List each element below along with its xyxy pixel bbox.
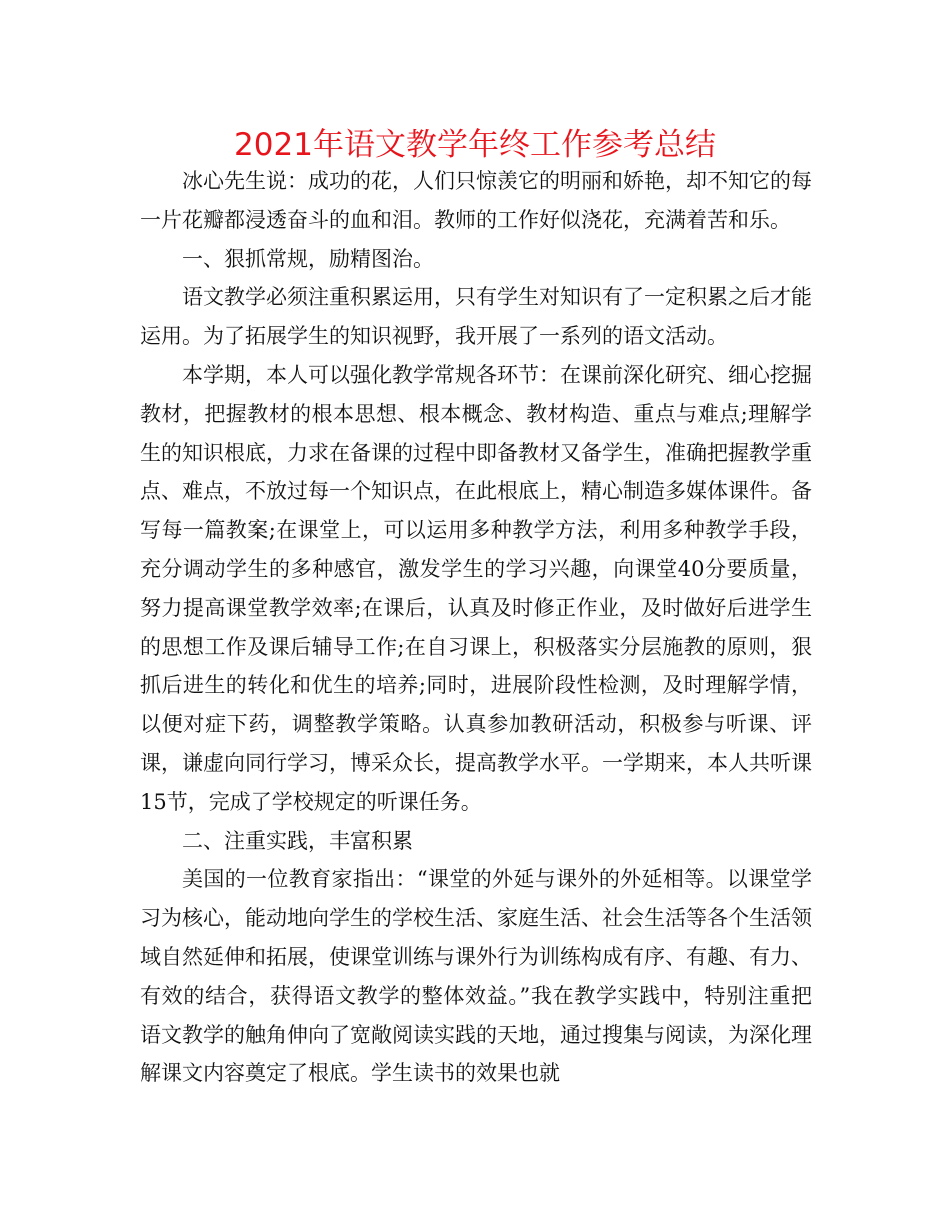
section-heading-2: 二、注重实践，丰富积累 bbox=[182, 828, 413, 853]
paragraph-intro: 冰心先生说：成功的花，人们只惊羡它的明丽和娇艳，却不知它的每一片花瓣都浸透奋斗的血和泪。教师的工作好似浇花，充满着苦和乐。 bbox=[140, 169, 812, 232]
section-heading-1: 一、狠抓常规，励精图治。 bbox=[182, 246, 434, 271]
paragraph-accumulation: 语文教学必须注重积累运用，只有学生对知识有了一定积累之后才能运用。为了拓展学生的知识视野，我开展了一系列的语文活动。 bbox=[140, 285, 812, 349]
document-body bbox=[140, 162, 812, 1093]
document-title: 2021年语文教学年终工作参考总结 bbox=[234, 127, 716, 163]
paragraph-practice: 美国的一位教育家指出：“课堂的外延与课外的外延相等。以课堂学习为核心，能动地向学生的学校生活、家庭生活、社会生活等各个生活领域自然延伸和拓展，使课堂训练与课外行为训练构成有序、有趣、有力、有效的结合，获得语文教学的整体效益。”我在教学实践中，特别注重把语文教学的触角伸向了宽敞阅读实践的天地，通过搜集与阅读，为深化理解课文内容奠定了根底。学生读书的效果也就 bbox=[140, 867, 812, 1086]
paragraph-routine: 本学期，本人可以强化教学常规各环节：在课前深化研究、细心挖掘教材，把握教材的根本思想、根本概念、教材构造、重点与难点;理解学生的知识根底，力求在备课的过程中即备教材又备学生，准确把握教学重点、难点，不放过每一个知识点，在此根底上，精心制造多媒体课件。备写每一篇教案;在课堂上，可以运用多种教学方法，利用多种教学手段，充分调动学生的多种感官，激发学生的学习兴趣，向课堂40分要质量，努力提高课堂教学效率;在课后，认真及时修正作业，及时做好后进学生的思想工作及课后辅导工作;在自习课上，积极落实分层施教的原则，狠抓后进生的转化和优生的培养;同时，进展阶段性检测，及时理解学情，以便对症下药，调整教学策略。认真参加教研活动，积极参与听课、评课，谦虚向同行学习，博采众长，提高教学水平。一学期来，本人共听课15节，完成了学校规定的听课任务。 bbox=[140, 362, 812, 814]
